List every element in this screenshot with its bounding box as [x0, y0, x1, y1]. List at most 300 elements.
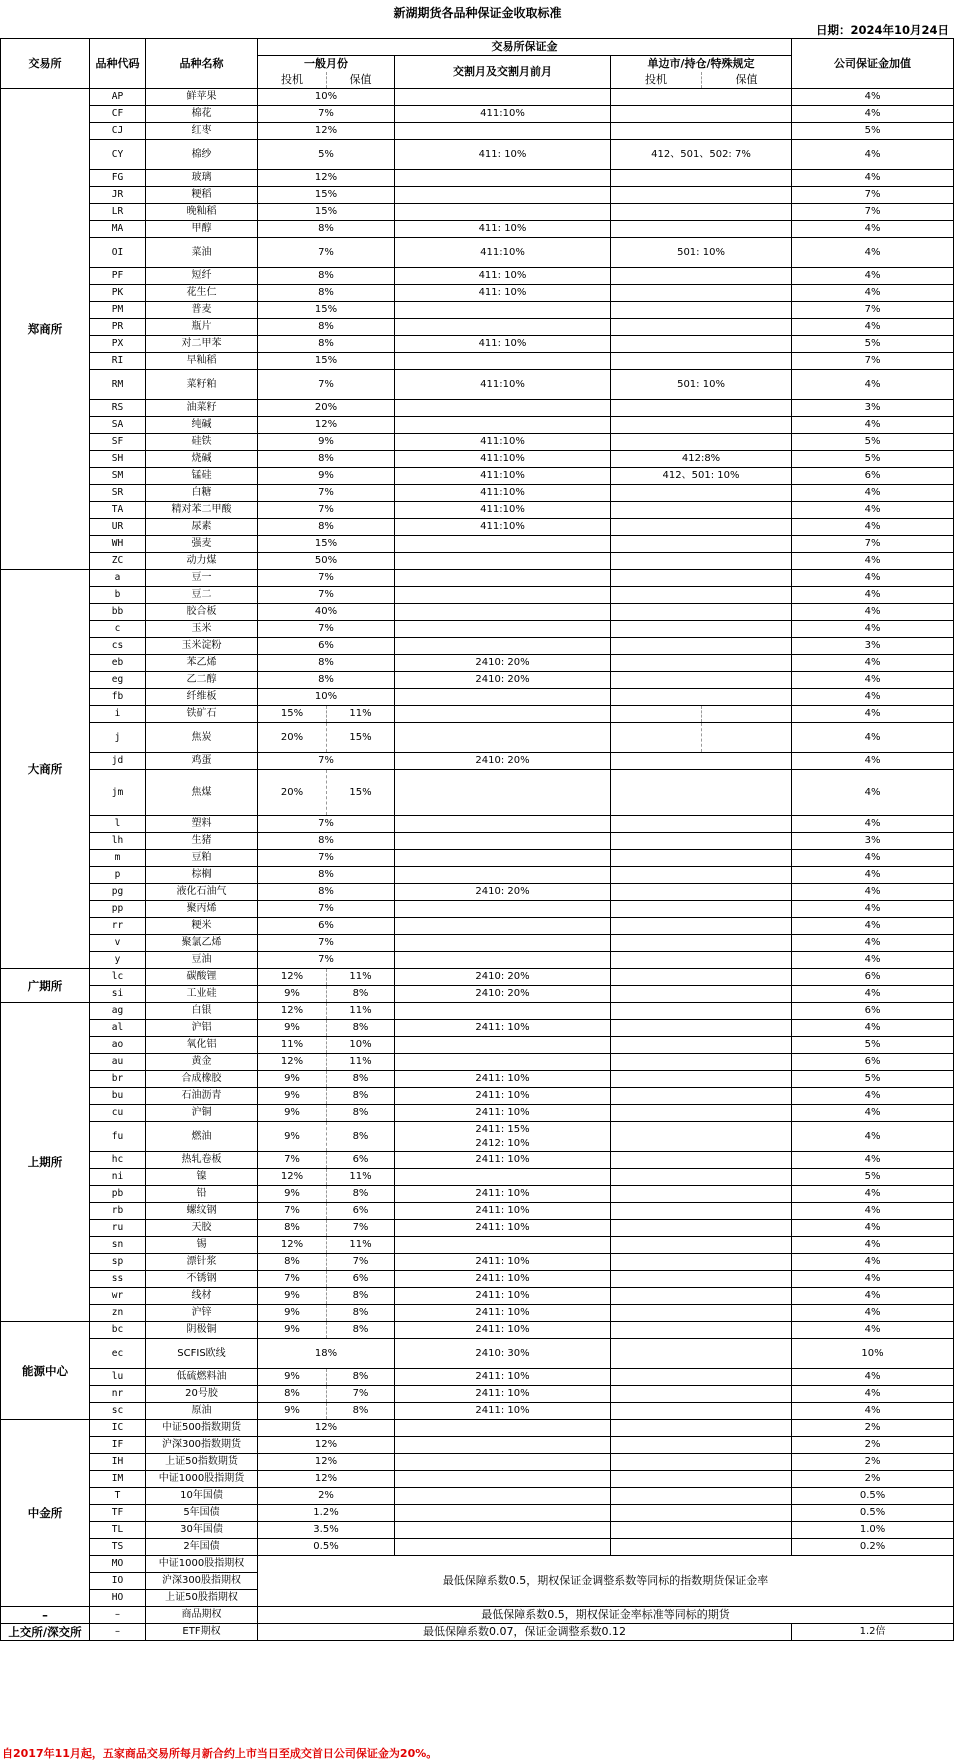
table-row [1, 1288, 954, 1305]
company-add-cell: 4% [792, 706, 954, 723]
name-cell: 早籼稻 [146, 353, 258, 370]
name-cell: 镍 [146, 1169, 258, 1186]
delivery-margin-cell: 2411: 10% [395, 1020, 611, 1037]
header-special-spec: 投机 [611, 72, 702, 89]
special-rule-cell [611, 753, 792, 770]
company-add-cell: 4% [792, 867, 954, 884]
special-rule-cell [611, 1437, 792, 1454]
name-cell: 氧化铝 [146, 1037, 258, 1054]
company-add-cell: 5% [792, 1037, 954, 1054]
table-row [1, 353, 954, 370]
special-rule-cell [611, 204, 792, 221]
name-cell: 粳米 [146, 918, 258, 935]
spec-margin-cell: 20% [258, 723, 327, 753]
table-row [1, 969, 954, 986]
table-row [1, 1420, 954, 1437]
special-rule-cell [611, 986, 792, 1003]
delivery-margin-cell [395, 587, 611, 604]
table-row [1, 1305, 954, 1322]
special-rule-cell [611, 285, 792, 302]
code-cell: bu [90, 1088, 146, 1105]
code-cell: rb [90, 1203, 146, 1220]
hedge-margin-cell: 7% [327, 1386, 395, 1403]
name-cell: 动力煤 [146, 553, 258, 570]
delivery-margin-cell [395, 400, 611, 417]
company-add-cell: 7% [792, 187, 954, 204]
code-cell: PK [90, 285, 146, 302]
general-margin-cell: 12% [258, 1454, 395, 1471]
general-margin-cell: 7% [258, 850, 395, 867]
delivery-margin-cell [395, 570, 611, 587]
name-cell: 沪深300股指期权 [146, 1573, 258, 1590]
delivery-margin-cell: 2410: 20% [395, 884, 611, 901]
delivery-margin-cell [395, 706, 611, 723]
code-cell: ss [90, 1271, 146, 1288]
name-cell: 棉花 [146, 106, 258, 123]
code-cell: PR [90, 319, 146, 336]
company-add-cell: 4% [792, 1322, 954, 1339]
name-cell: 生猪 [146, 833, 258, 850]
code-cell: nr [90, 1386, 146, 1403]
special-rule-cell [611, 1386, 792, 1403]
code-cell: MA [90, 221, 146, 238]
special-rule-cell [611, 1254, 792, 1271]
table-row [1, 1203, 954, 1220]
code-cell: lh [90, 833, 146, 850]
general-margin-cell: 12% [258, 123, 395, 140]
hedge-margin-cell: 7% [327, 1220, 395, 1237]
name-cell: 液化石油气 [146, 884, 258, 901]
code-cell: SF [90, 434, 146, 451]
table-row [1, 519, 954, 536]
special-rule-cell [611, 1037, 792, 1054]
special-rule-cell [611, 536, 792, 553]
delivery-margin-cell [395, 1539, 611, 1556]
company-add-cell: 2% [792, 1471, 954, 1488]
general-margin-cell: 15% [258, 187, 395, 204]
name-cell: 瓶片 [146, 319, 258, 336]
exchange-cell: 大商所 [1, 570, 90, 969]
code-cell: AP [90, 89, 146, 106]
name-cell: 5年国债 [146, 1505, 258, 1522]
spec-margin-cell: 12% [258, 1003, 327, 1020]
code-cell: al [90, 1020, 146, 1037]
table-row [1, 638, 954, 655]
company-add-cell: 6% [792, 1054, 954, 1071]
special-rule-cell [611, 638, 792, 655]
company-add-cell: 7% [792, 353, 954, 370]
name-cell: 玻璃 [146, 170, 258, 187]
company-add-cell: 0.5% [792, 1488, 954, 1505]
hedge-margin-cell: 8% [327, 1020, 395, 1037]
code-cell: LR [90, 204, 146, 221]
special-rule-cell [611, 952, 792, 969]
hedge-margin-cell: 10% [327, 1037, 395, 1054]
code-cell: RI [90, 353, 146, 370]
general-margin-cell: 50% [258, 553, 395, 570]
delivery-margin-cell: 411:10% [395, 468, 611, 485]
table-row [1, 170, 954, 187]
general-margin-cell: 8% [258, 285, 395, 302]
table-row [1, 816, 954, 833]
company-add-cell: 4% [792, 106, 954, 123]
company-add-cell: 4% [792, 1105, 954, 1122]
code-cell: br [90, 1071, 146, 1088]
hedge-margin-cell: 8% [327, 1071, 395, 1088]
name-cell: 豆油 [146, 952, 258, 969]
table-row [1, 336, 954, 353]
name-cell: 上证50股指期权 [146, 1590, 258, 1607]
delivery-margin-cell [395, 170, 611, 187]
delivery-margin-cell [395, 723, 611, 753]
name-cell: 粳稻 [146, 187, 258, 204]
special-rule-cell [611, 1152, 792, 1169]
code-cell: pb [90, 1186, 146, 1203]
table-row [1, 689, 954, 706]
table-row [1, 238, 954, 268]
special-rule-cell [611, 587, 792, 604]
exchange-cell: 中金所 [1, 1420, 90, 1607]
code-cell: TF [90, 1505, 146, 1522]
company-add-cell: 4% [792, 689, 954, 706]
delivery-margin-cell [395, 417, 611, 434]
delivery-margin-cell [395, 935, 611, 952]
table-row [1, 1237, 954, 1254]
delivery-margin-cell: 2411: 10% [395, 1220, 611, 1237]
spec-margin-cell: 9% [258, 1122, 327, 1152]
company-add-cell: 6% [792, 1003, 954, 1020]
name-cell: 锰硅 [146, 468, 258, 485]
code-cell: l [90, 816, 146, 833]
company-add-cell: 2% [792, 1437, 954, 1454]
table-row [1, 1454, 954, 1471]
delivery-margin-cell [395, 833, 611, 850]
table-row [1, 485, 954, 502]
hedge-margin-cell: 11% [327, 1169, 395, 1186]
delivery-margin-cell [395, 123, 611, 140]
name-cell: 棉纱 [146, 140, 258, 170]
special-rule-cell [611, 268, 792, 285]
delivery-margin-cell [395, 816, 611, 833]
delivery-margin-cell: 411:10% [395, 238, 611, 268]
general-margin-cell: 7% [258, 901, 395, 918]
company-add-cell: 4% [792, 918, 954, 935]
company-add-cell: 1.0% [792, 1522, 954, 1539]
option-note-cell: 最低保障系数0.5，期权保证金率标准等同标的期货 [258, 1607, 954, 1624]
spec-margin-cell: 9% [258, 1369, 327, 1386]
company-add-cell: 4% [792, 935, 954, 952]
company-add-cell: 4% [792, 1203, 954, 1220]
delivery-margin-cell [395, 89, 611, 106]
name-cell: 强麦 [146, 536, 258, 553]
general-margin-cell: 0.5% [258, 1539, 395, 1556]
company-add-cell: 4% [792, 770, 954, 816]
special-rule-cell [611, 1420, 792, 1437]
code-cell: SR [90, 485, 146, 502]
special-rule-cell [611, 1288, 792, 1305]
table-row [1, 1037, 954, 1054]
hedge-margin-cell: 8% [327, 1288, 395, 1305]
table-row [1, 1539, 954, 1556]
name-cell: 豆粕 [146, 850, 258, 867]
table-row [1, 1505, 954, 1522]
table-row [1, 417, 954, 434]
special-rule-cell [611, 336, 792, 353]
code-cell: JR [90, 187, 146, 204]
code-cell: CF [90, 106, 146, 123]
general-margin-cell: 8% [258, 336, 395, 353]
company-add-cell: 4% [792, 221, 954, 238]
company-add-cell: 4% [792, 723, 954, 753]
code-cell: eb [90, 655, 146, 672]
delivery-margin-cell [395, 1454, 611, 1471]
table-row [1, 1271, 954, 1288]
general-margin-cell: 15% [258, 536, 395, 553]
delivery-margin-cell: 2410: 30% [395, 1339, 611, 1369]
table-row [1, 604, 954, 621]
table-row [1, 935, 954, 952]
spec-margin-cell: 12% [258, 1237, 327, 1254]
delivery-margin-cell [395, 918, 611, 935]
special-rule-cell [611, 302, 792, 319]
special-rule-cell [611, 1539, 792, 1556]
general-margin-cell: 18% [258, 1339, 395, 1369]
company-add-cell: 3% [792, 833, 954, 850]
special-rule-cell [611, 170, 792, 187]
special-rule-cell: 412、501: 10% [611, 468, 792, 485]
hedge-margin-cell: 11% [327, 1054, 395, 1071]
exchange-cell: 郑商所 [1, 89, 90, 570]
general-margin-cell: 15% [258, 204, 395, 221]
code-cell: ni [90, 1169, 146, 1186]
table-row [1, 1437, 954, 1454]
code-cell: SM [90, 468, 146, 485]
table-row [1, 1169, 954, 1186]
special-rule-cell [611, 187, 792, 204]
table-row [1, 1339, 954, 1369]
name-cell: 乙二醇 [146, 672, 258, 689]
name-cell: 塑料 [146, 816, 258, 833]
spec-margin-cell: 9% [258, 1071, 327, 1088]
special-rule-cell [611, 1471, 792, 1488]
special-rule-cell [611, 884, 792, 901]
code-cell: i [90, 706, 146, 723]
special-rule-cell [611, 400, 792, 417]
special-rule-cell [611, 1271, 792, 1288]
hedge-margin-cell: 11% [327, 969, 395, 986]
spec-margin-cell: 8% [258, 1254, 327, 1271]
name-cell: 纤维板 [146, 689, 258, 706]
spec-margin-cell: 12% [258, 1054, 327, 1071]
name-cell: 烧碱 [146, 451, 258, 468]
special-rule-cell [611, 1403, 792, 1420]
name-cell: 沪深300指数期货 [146, 1437, 258, 1454]
code-cell: sc [90, 1403, 146, 1420]
code-cell: CY [90, 140, 146, 170]
delivery-line: 2412: 10% [475, 1137, 530, 1149]
delivery-margin-cell: 411: 10% [395, 336, 611, 353]
spec-margin-cell: 8% [258, 1386, 327, 1403]
delivery-margin-cell [395, 689, 611, 706]
hedge-margin-cell: 15% [327, 723, 395, 753]
general-margin-cell: 9% [258, 434, 395, 451]
special-rule-cell [611, 353, 792, 370]
name-cell: 阴极铜 [146, 1322, 258, 1339]
company-add-cell: 0.5% [792, 1505, 954, 1522]
code-cell: si [90, 986, 146, 1003]
code-cell: T [90, 1488, 146, 1505]
general-margin-cell: 5% [258, 140, 395, 170]
code-cell: bc [90, 1322, 146, 1339]
hedge-margin-cell: 8% [327, 1186, 395, 1203]
special-rule-cell [611, 901, 792, 918]
hedge-margin-cell: 8% [327, 1088, 395, 1105]
company-add-cell: 4% [792, 901, 954, 918]
general-margin-cell: 9% [258, 468, 395, 485]
table-row [1, 1020, 954, 1037]
delivery-margin-cell: 2411: 10% [395, 1203, 611, 1220]
special-rule-cell [611, 1220, 792, 1237]
company-add-cell: 7% [792, 204, 954, 221]
name-cell: 菜籽粕 [146, 370, 258, 400]
name-cell: 普麦 [146, 302, 258, 319]
table-row [1, 536, 954, 553]
general-margin-cell: 15% [258, 302, 395, 319]
delivery-margin-cell [395, 621, 611, 638]
special-rule-cell [611, 1186, 792, 1203]
name-cell: 黄金 [146, 1054, 258, 1071]
company-add-cell: 4% [792, 621, 954, 638]
table-row [1, 1220, 954, 1237]
table-row [1, 140, 954, 170]
table-row [1, 285, 954, 302]
delivery-margin-cell [395, 604, 611, 621]
name-cell: 玉米 [146, 621, 258, 638]
company-add-cell: 5% [792, 1071, 954, 1088]
company-add-cell: 4% [792, 816, 954, 833]
name-cell: 豆二 [146, 587, 258, 604]
special-rule-cell [611, 89, 792, 106]
code-cell: PM [90, 302, 146, 319]
spec-margin-cell: 15% [258, 706, 327, 723]
code-cell: IO [90, 1573, 146, 1590]
page-title: 新湖期货各品种保证金收取标准 [393, 6, 562, 20]
special-rule-cell [611, 1169, 792, 1186]
table-row [1, 1607, 954, 1624]
table-row [1, 1322, 954, 1339]
special-rule-cell [611, 1305, 792, 1322]
exchange-cell: 广期所 [1, 969, 90, 1003]
name-cell: 中证1000股指期权 [146, 1556, 258, 1573]
name-cell: 白银 [146, 1003, 258, 1020]
name-cell: 铅 [146, 1186, 258, 1203]
table-row [1, 753, 954, 770]
name-cell: 铁矿石 [146, 706, 258, 723]
general-margin-cell: 7% [258, 816, 395, 833]
name-cell: 天胶 [146, 1220, 258, 1237]
special-rule-cell [611, 935, 792, 952]
special-rule-cell [611, 1003, 792, 1020]
company-add-cell: 4% [792, 1271, 954, 1288]
general-margin-cell: 7% [258, 106, 395, 123]
table-row [1, 1471, 954, 1488]
delivery-margin-cell [395, 187, 611, 204]
company-add-cell: 4% [792, 1220, 954, 1237]
code-cell: – [90, 1607, 146, 1624]
delivery-margin-cell [395, 770, 611, 816]
special-rule-cell: 412:8% [611, 451, 792, 468]
code-cell: ZC [90, 553, 146, 570]
company-add-cell: 4% [792, 986, 954, 1003]
code-cell: WH [90, 536, 146, 553]
hedge-margin-cell: 11% [327, 706, 395, 723]
table-row [1, 901, 954, 918]
code-cell: y [90, 952, 146, 969]
company-add-cell: 3% [792, 638, 954, 655]
name-cell: 合成橡胶 [146, 1071, 258, 1088]
code-cell: IF [90, 1437, 146, 1454]
spec-margin-cell: 9% [258, 1186, 327, 1203]
delivery-margin-cell [395, 1437, 611, 1454]
delivery-margin-cell: 2410: 20% [395, 969, 611, 986]
table-row [1, 553, 954, 570]
special-rule-cell [611, 502, 792, 519]
exchange-cell: 能源中心 [1, 1322, 90, 1420]
name-cell: 白糖 [146, 485, 258, 502]
special-rule-cell [611, 417, 792, 434]
table-row [1, 1122, 954, 1152]
special-rule-cell [611, 1339, 792, 1369]
table-row [1, 706, 954, 723]
table-row [1, 1488, 954, 1505]
general-margin-cell: 7% [258, 238, 395, 268]
delivery-margin-cell [395, 1037, 611, 1054]
general-margin-cell: 20% [258, 400, 395, 417]
delivery-margin-cell [395, 204, 611, 221]
code-cell: sn [90, 1237, 146, 1254]
name-cell: 纯碱 [146, 417, 258, 434]
name-cell: 中证500指数期货 [146, 1420, 258, 1437]
hedge-margin-cell: 8% [327, 1322, 395, 1339]
delivery-margin-cell: 2411: 10% [395, 1254, 611, 1271]
special-rule-cell [611, 570, 792, 587]
table-row [1, 770, 954, 816]
name-cell: 晚籼稻 [146, 204, 258, 221]
company-add-cell: 4% [792, 1403, 954, 1420]
company-add-cell: 1.2倍 [792, 1624, 954, 1641]
spec-margin-cell: 9% [258, 1403, 327, 1420]
code-cell: cu [90, 1105, 146, 1122]
delivery-margin-cell [395, 1471, 611, 1488]
general-margin-cell: 12% [258, 417, 395, 434]
table-row [1, 1088, 954, 1105]
company-add-cell: 6% [792, 969, 954, 986]
company-add-cell: 4% [792, 655, 954, 672]
header-special-hedge: 保值 [702, 72, 792, 89]
delivery-margin-cell: 411:10% [395, 451, 611, 468]
company-add-cell: 4% [792, 1386, 954, 1403]
table-row [1, 1254, 954, 1271]
special-rule-cell [611, 850, 792, 867]
name-cell: 精对苯二甲酸 [146, 502, 258, 519]
delivery-margin-cell [395, 1488, 611, 1505]
special-rule-cell [611, 519, 792, 536]
name-cell: 棕榈 [146, 867, 258, 884]
delivery-margin-cell: 411:10% [395, 434, 611, 451]
company-add-cell: 5% [792, 451, 954, 468]
code-cell: PX [90, 336, 146, 353]
special-rule-cell [611, 1071, 792, 1088]
